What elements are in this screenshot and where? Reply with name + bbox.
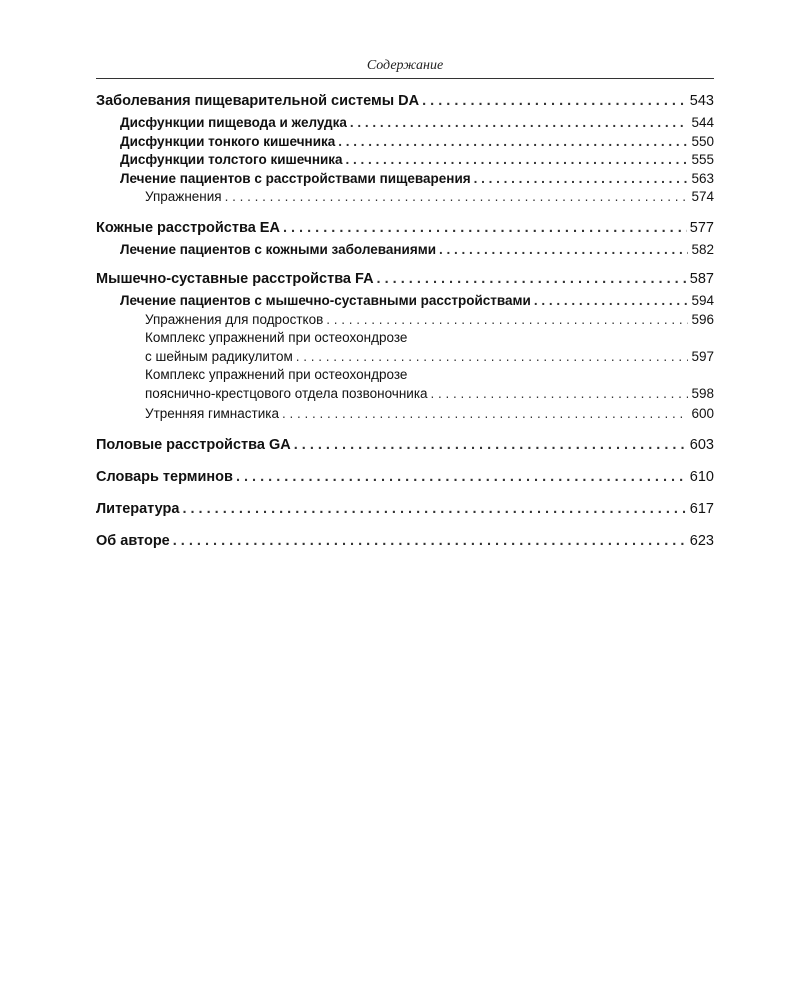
toc-entry-title: Лечение пациентов с кожными заболеваниями [120,241,436,257]
toc-entry-lumbar-exercises [96,385,714,404]
toc-entry-literature [96,499,714,519]
toc-entry-morning-gymnastics [96,405,714,424]
toc-entry-cervical-line1: Комплекс упражнений при остеохондрозе [145,330,408,345]
toc-entry-page: 563 [691,170,714,186]
toc-entry-about-author [96,531,714,551]
dot-leader [182,499,686,519]
toc-entry-digestive-treatment [96,170,714,189]
toc-entry-page: 582 [691,241,714,257]
toc-entry-cervical-exercises [96,348,714,367]
running-header: Содержание [366,58,444,73]
toc-entry-title: пояснично-крестцового отдела позвоночника [145,385,428,401]
toc-entry-title: Лечение пациентов с расстройствами пищеварения [120,170,471,186]
dot-leader [326,311,688,330]
dot-leader [338,133,688,152]
dot-leader [534,292,689,311]
dot-leader [350,114,689,133]
toc-page [96,56,714,551]
dot-leader [439,241,688,260]
toc-entry-teen-exercises [96,311,714,330]
dot-leader [431,385,689,404]
dot-leader [173,531,687,551]
toc-entry-musculoskeletal-treatment [96,292,714,311]
toc-entry-exercises [96,188,714,207]
toc-entry-page: 597 [691,348,714,364]
toc-entry-glossary [96,467,714,487]
toc-entry-title: Мышечно-суставные расстройства FA [96,271,374,287]
toc-entry-musculoskeletal [96,269,714,289]
dot-leader [236,467,687,487]
toc-entry-title: Дисфункции толстого кишечника [120,152,343,167]
toc-entry-page: 577 [689,219,714,236]
toc-entry-page: 555 [691,152,714,167]
toc-entry-title: Лечение пациентов с мышечно-суставными расстройствами [120,293,531,308]
dot-leader [283,218,687,238]
toc-entry-title: Об авторе [96,532,170,549]
toc-entry-page: 603 [689,436,714,453]
toc-entry-esophagus-stomach [96,114,714,133]
toc-entry-title: Кожные расстройства EA [96,219,280,236]
toc-entry-title: Половые расстройства GA [96,436,291,453]
toc-entry-page: 610 [689,468,714,485]
toc-entry-small-intestine [96,133,714,152]
toc-entry-title: Дисфункции тонкого кишечника [120,133,336,149]
header-rule [96,78,714,79]
dot-leader [346,151,689,170]
toc-entry-title: Утренняя гимнастика [145,406,279,421]
dot-leader [225,188,689,207]
toc-entry-digestive-system [96,91,714,111]
toc-entry-large-intestine [96,151,714,170]
toc-entry-page: 544 [691,115,714,130]
dot-leader [474,170,689,189]
toc-entry-page: 550 [691,133,714,149]
toc-entry-title: Дисфункции пищевода и желудка [120,115,347,130]
toc-entry-skin-disorders [96,218,714,238]
dot-leader [422,91,687,111]
toc-entry-page: 587 [689,271,714,287]
dot-leader [377,269,687,289]
dot-leader [294,435,687,455]
table-of-contents [96,91,714,551]
toc-entry-page: 623 [689,532,714,549]
toc-entry-page: 596 [691,311,714,327]
toc-entry-page: 574 [691,189,714,204]
dot-leader [296,348,689,367]
toc-entry-page: 543 [689,93,714,109]
toc-entry-title: с шейным радикулитом [145,348,293,364]
toc-entry-lumbar-line1: Комплекс упражнений при остеохондрозе [145,367,408,382]
toc-entry-title: Заболевания пищеварительной системы DA [96,93,420,109]
toc-entry-page: 617 [689,500,714,517]
toc-entry-title: Упражнения [145,189,222,204]
toc-entry-title: Словарь терминов [96,468,233,485]
dot-leader [282,405,689,424]
toc-entry-page: 594 [691,293,714,308]
toc-entry-title: Литература [96,500,180,517]
toc-entry-title: Упражнения для подростков [145,311,324,327]
toc-entry-page: 598 [691,385,714,401]
toc-entry-sexual-disorders [96,435,714,455]
toc-entry-skin-treatment [96,241,714,260]
toc-entry-page: 600 [691,406,714,421]
